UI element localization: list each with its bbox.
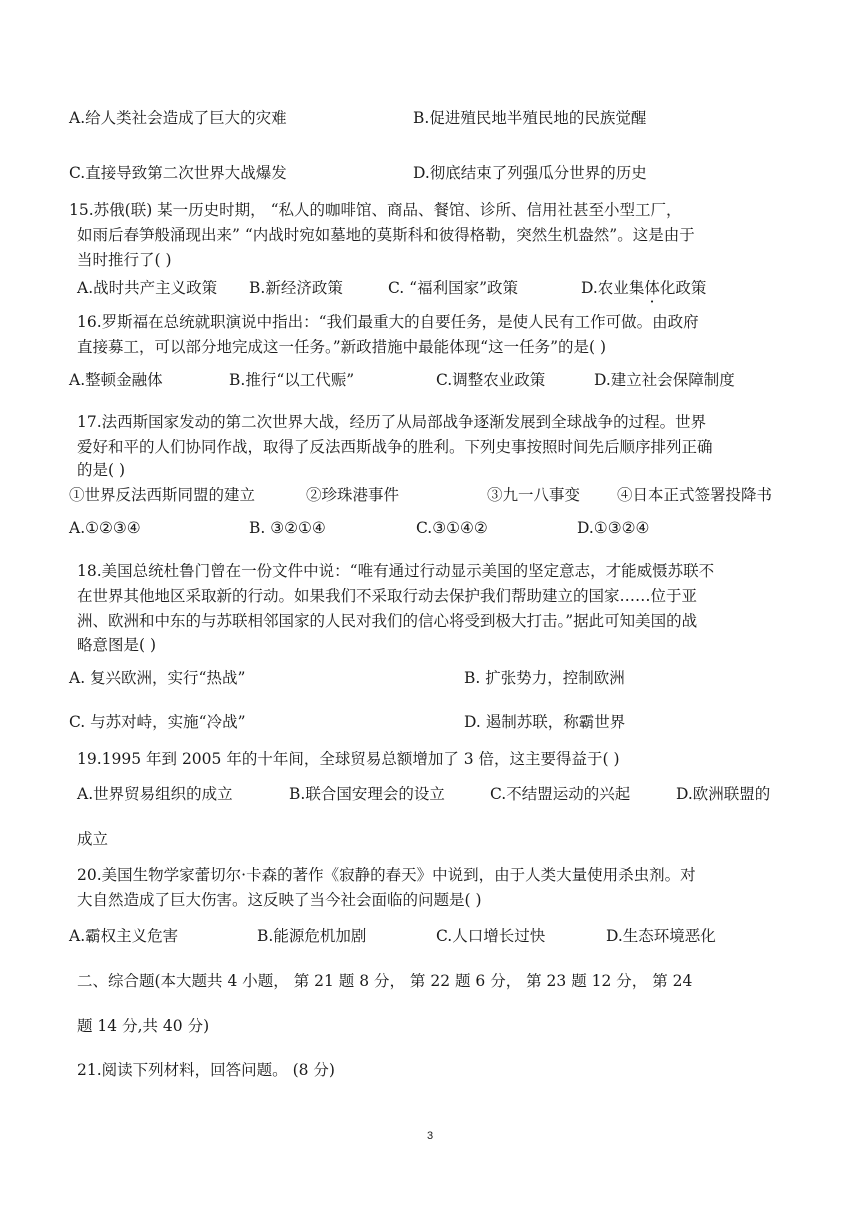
q17-event-1: ①世界反法西斯同盟的建立 xyxy=(69,486,256,504)
q16-stem-line-1: 16.罗斯福在总统就职演说中指出：“我们最重大的自要任务，是使人民有工作可做。由政府 xyxy=(77,313,699,331)
q14-option-c: C.直接导致第二次世界大战爆发 xyxy=(69,164,287,182)
q18-stem-line-2: 在世界其他地区采取新的行动。如果我们不采取行动去保护我们帮助建立的国家……位于亚 xyxy=(77,587,698,605)
q20-stem-line-2: 大自然造成了巨大伤害。这反映了当今社会面临的问题是( ) xyxy=(77,891,482,909)
q17-event-3: ③九一八事变 xyxy=(487,486,581,504)
q19-option-d-continued: 成立 xyxy=(77,830,109,848)
q20-option-c: C.人口增长过快 xyxy=(436,927,546,945)
q21-stem-line-1: 21.阅读下列材料，回答问题。 (8 分) xyxy=(77,1061,335,1079)
q16-option-d: D.建立社会保障制度 xyxy=(594,371,735,389)
q19-option-d: D.欧洲联盟的 xyxy=(676,785,771,803)
q15-stem-line-3: 当时推行了( ) xyxy=(77,251,172,269)
q17-options-row xyxy=(0,518,860,538)
q17-stem-line-2: 爱好和平的人们协同作战，取得了反法西斯战争的胜利。下列史事按照时间先后顺序排列正确 xyxy=(77,438,713,456)
q18-option-d: D. 遏制苏联，称霸世界 xyxy=(464,713,626,731)
q18-options-row-1 xyxy=(0,668,860,688)
q17-event-2: ②珍珠港事件 xyxy=(306,486,400,504)
q18-stem-line-4: 略意图是( ) xyxy=(77,636,157,654)
section-2-heading-line-2: 题 14 分,共 40 分) xyxy=(77,1017,210,1035)
q15-stem-line-2: 如雨后春笋般涌现出来” “内战时宛如墓地的莫斯科和彼得格勒，突然生机盎然”。这是由于 xyxy=(77,226,695,244)
q17-stem-line-1: 17.法西斯国家发动的第二次世界大战，经历了从局部战争逐渐发展到全球战争的过程。世界 xyxy=(77,413,707,431)
q15-option-d-emphasis: 集体化 xyxy=(628,279,676,297)
q14-option-a: A.给人类社会造成了巨大的灾难 xyxy=(69,109,287,127)
q18-option-c: C. 与苏对峙，实施“冷战” xyxy=(69,713,246,731)
q20-option-a: A.霸权主义危害 xyxy=(69,927,179,945)
q19-option-b: B.联合国安理会的设立 xyxy=(289,785,445,803)
q15-option-a: A.战时共产主义政策 xyxy=(77,279,218,297)
q17-option-d: D.①③②④ xyxy=(577,519,650,537)
q20-options-row xyxy=(0,926,860,946)
q18-stem-line-1: 18.美国总统杜鲁门曾在一份文件中说：“唯有通过行动显示美国的坚定意志，才能威慑苏联不 xyxy=(77,562,715,580)
q17-events-row xyxy=(0,485,860,505)
q16-options-row xyxy=(0,370,860,390)
q14-options-row-2 xyxy=(0,163,860,183)
q19-options-row xyxy=(0,784,860,804)
q14-options-row-1 xyxy=(0,108,860,128)
q15-stem-line-1: 15.苏俄(联) 某一历史时期， “私人的咖啡馆、商品、餐馆、诊所、信用社甚至小型工厂， xyxy=(69,201,682,219)
q17-stem-line-3: 的是( ) xyxy=(77,461,126,479)
q18-option-b: B. 扩张势力，控制欧洲 xyxy=(464,669,625,687)
q19-stem-line-1: 19.1995 年到 2005 年的十年间，全球贸易总额增加了 3 倍，这主要得益于( ) xyxy=(77,750,620,768)
q15-options-row xyxy=(0,278,860,298)
q15-option-d-post: 政策 xyxy=(675,279,707,297)
q16-option-b: B.推行“以工代赈” xyxy=(229,371,355,389)
q17-event-4: ④日本正式签署投降书 xyxy=(617,486,773,504)
section-2-heading-line-1: 二、综合题(本大题共 4 小题， 第 21 题 8 分， 第 22 题 6 分， 第 23 题 12 分， 第 24 xyxy=(77,972,693,990)
q16-option-c: C.调整农业政策 xyxy=(436,371,546,389)
q14-option-d: D.彻底结束了列强瓜分世界的历史 xyxy=(413,164,647,182)
q18-option-a: A. 复兴欧洲，实行“热战” xyxy=(69,669,246,687)
q17-option-b: B. ③②①④ xyxy=(249,519,326,537)
q15-option-c: C. “福利国家”政策 xyxy=(388,279,519,297)
page-number: 3 xyxy=(426,1130,434,1142)
q20-option-d: D.生态环境恶化 xyxy=(606,927,716,945)
q17-option-a: A.①②③④ xyxy=(69,519,141,537)
q15-option-d-pre: D.农业 xyxy=(581,279,629,297)
q18-stem-line-3: 洲、欧洲和中东的与苏联相邻国家的人民对我们的信心将受到极大打击。”据此可知美国的战 xyxy=(77,612,698,630)
q14-option-b: B.促进殖民地半殖民地的民族觉醒 xyxy=(413,109,647,127)
q17-option-c: C.③①④② xyxy=(416,519,488,537)
q19-option-c: C.不结盟运动的兴起 xyxy=(490,785,631,803)
q15-option-d xyxy=(581,278,706,298)
q20-option-b: B.能源危机加剧 xyxy=(257,927,367,945)
q19-option-a: A.世界贸易组织的成立 xyxy=(77,785,233,803)
q20-stem-line-1: 20.美国生物学家蕾切尔·卡森的著作《寂静的春天》中说到，由于人类大量使用杀虫剂。对 xyxy=(77,866,696,884)
q16-stem-line-2: 直接募工，可以部分地完成这一任务。”新政措施中最能体现“这一任务”的是( ) xyxy=(77,338,607,356)
q18-options-row-2 xyxy=(0,712,860,732)
q15-option-b: B.新经济政策 xyxy=(249,279,343,297)
q16-option-a: A.整顿金融体 xyxy=(69,371,163,389)
